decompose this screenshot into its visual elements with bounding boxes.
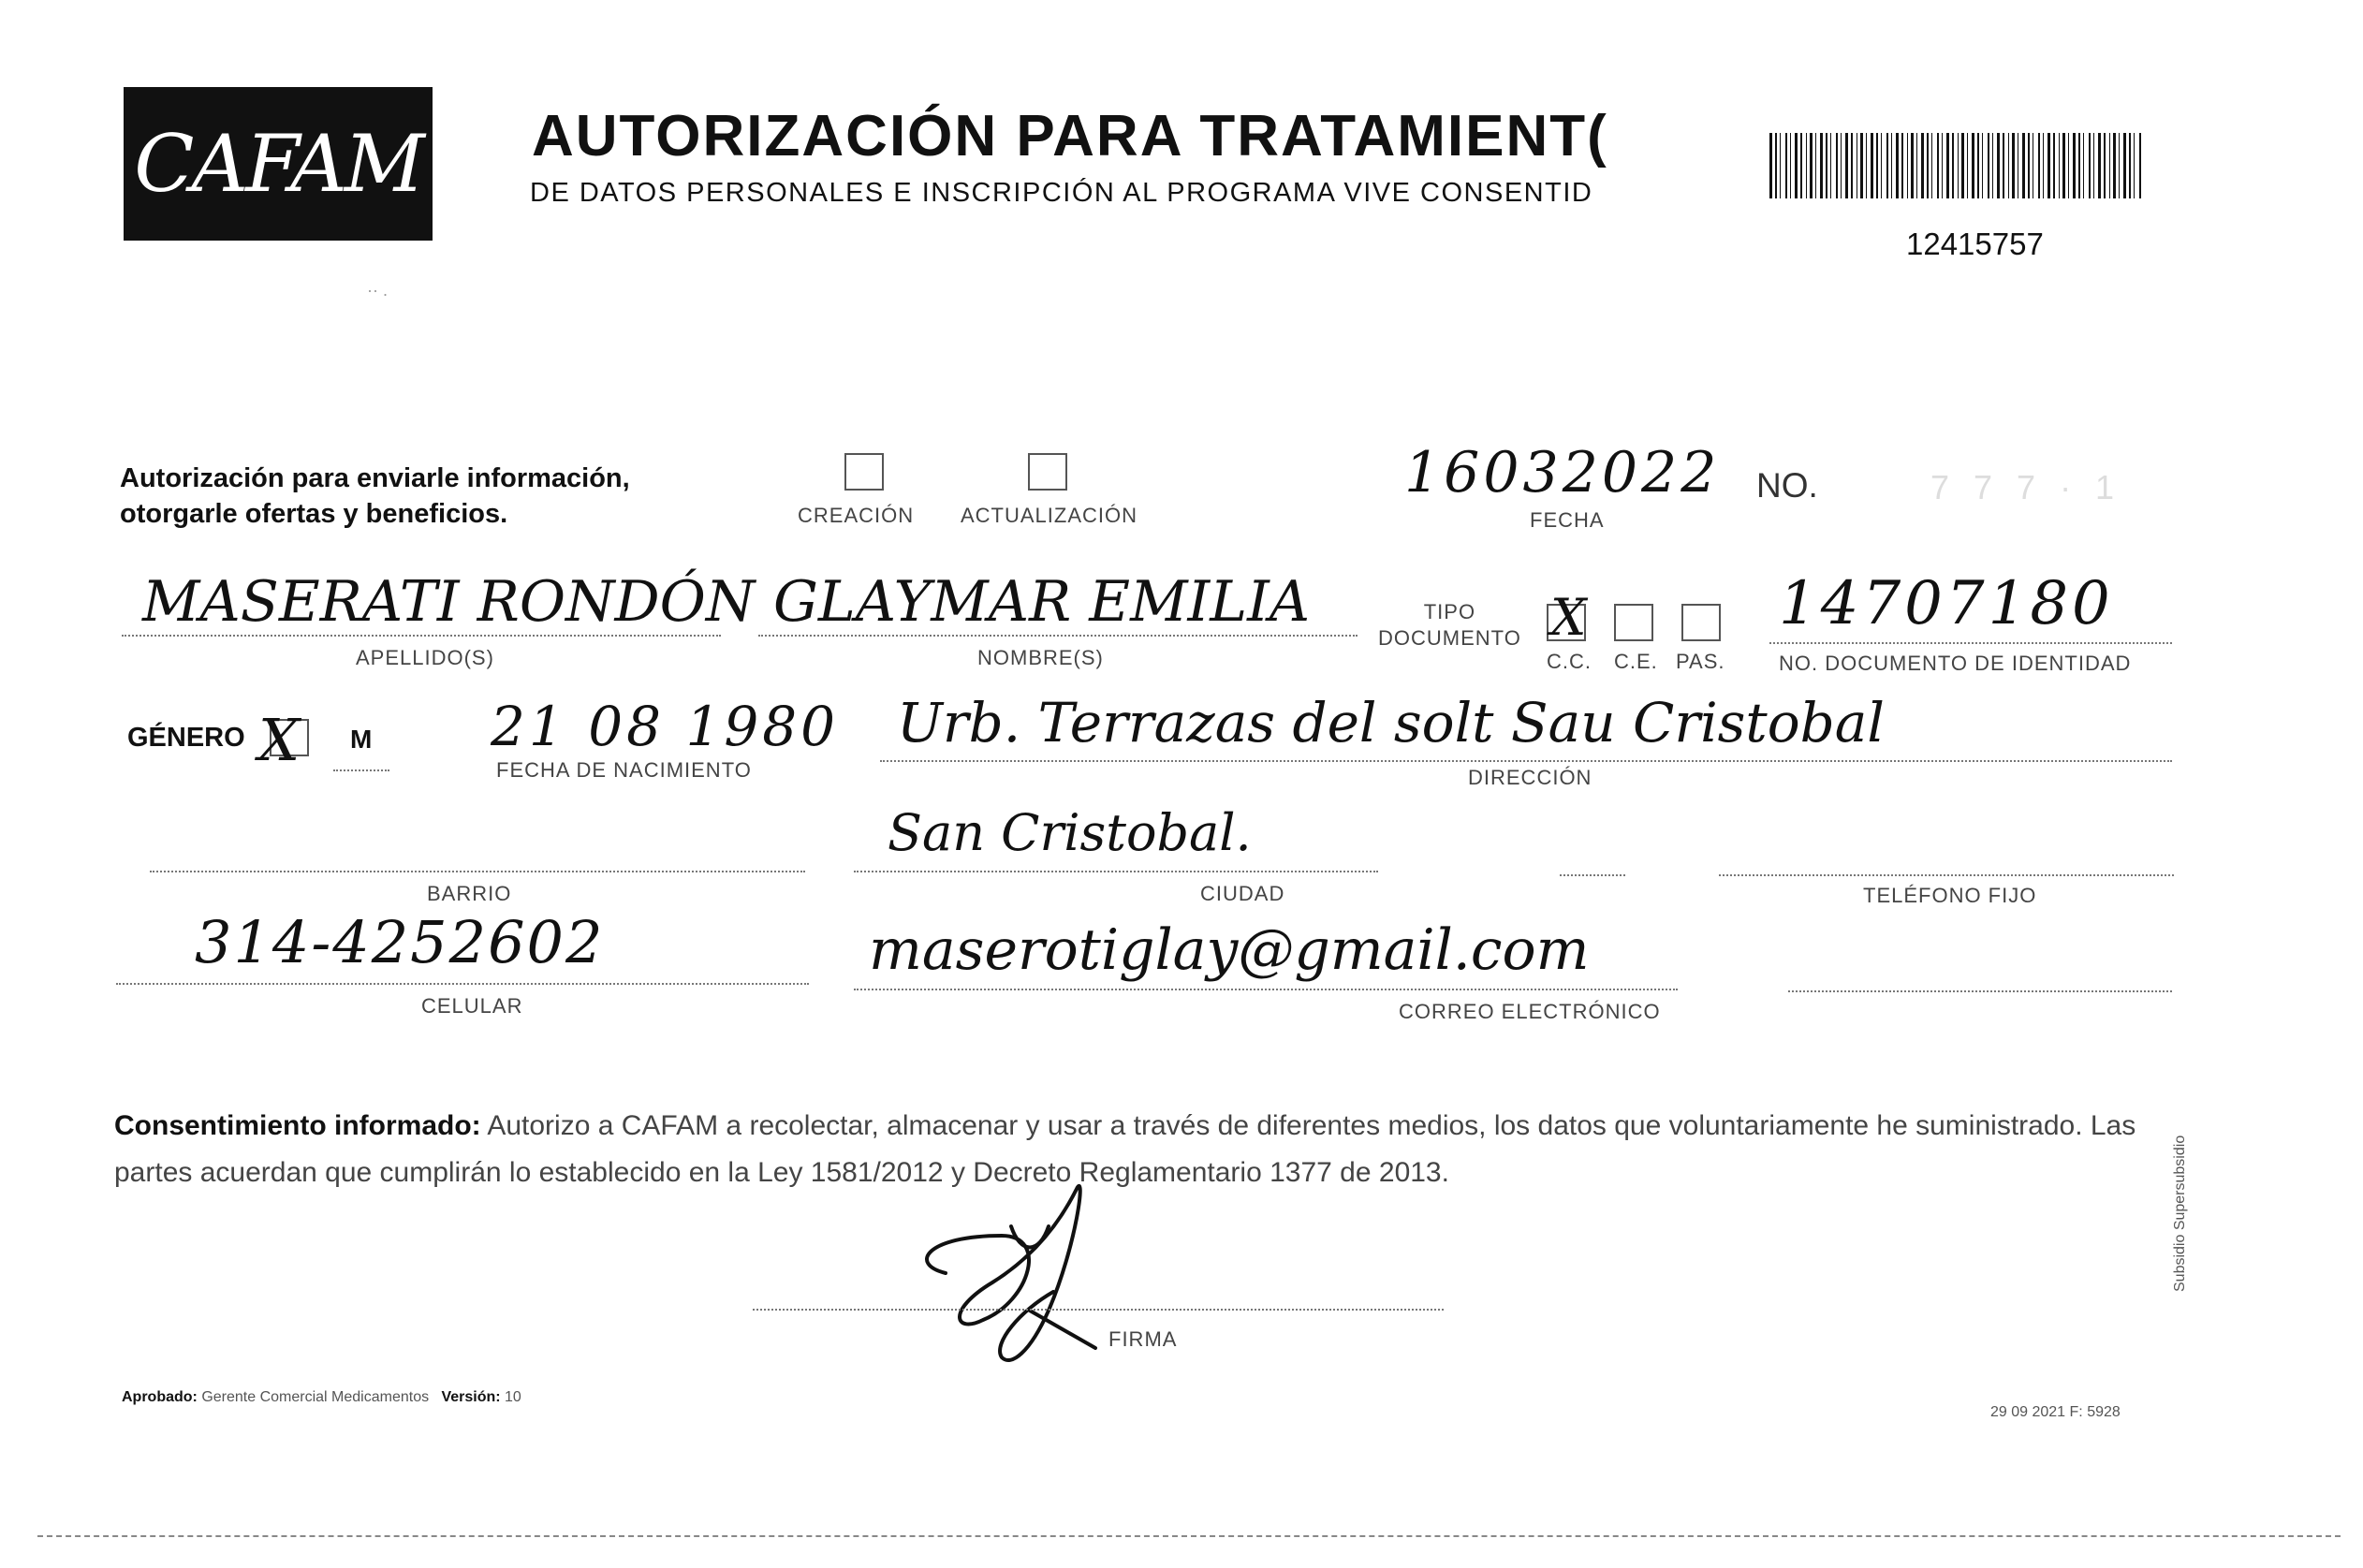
scan-speck: ·· . (367, 281, 388, 300)
form-subtitle: DE DATOS PERSONALES E INSCRIPCIÓN AL PROGRAMA VIVE CONSENTID (530, 178, 1593, 208)
doc-pas-checkbox[interactable] (1681, 604, 1721, 641)
barcode-bar (1830, 133, 1831, 198)
neighborhood-line (150, 871, 805, 872)
email-value: maserotiglay@gmail.com (869, 917, 1590, 983)
barcode-bar (2093, 133, 2094, 198)
no-label: NO. (1756, 466, 1818, 505)
barcode-bar (1795, 133, 1798, 198)
barcode-bar (2003, 133, 2004, 198)
gender-f-mark: X (258, 706, 301, 774)
city-line (854, 871, 1378, 872)
consent-heading: Consentimiento informado: (114, 1110, 481, 1141)
gender-m-line (333, 769, 389, 771)
barcode-bar (2098, 133, 2101, 198)
email-label: CORREO ELECTRÓNICO (1399, 1000, 1661, 1023)
signature-line (753, 1309, 1444, 1311)
barcode-bar (2109, 133, 2110, 198)
barcode-bar (2113, 133, 2116, 198)
no-value-faint: 7 7 7 · 1 (1930, 468, 2122, 506)
barcode-bar (1800, 133, 1802, 198)
barcode-bar (1977, 133, 1979, 198)
barcode-bar (1946, 133, 1949, 198)
barcode (1769, 133, 2144, 198)
barcode-bar (1836, 133, 1838, 198)
update-checkbox[interactable] (1028, 453, 1067, 491)
barcode-bar (2119, 133, 2120, 198)
barcode-bar (2053, 133, 2055, 198)
surnames-value: MASERATI RONDÓN (142, 569, 756, 635)
address-line (880, 760, 2172, 762)
barcode-bar (1907, 133, 1908, 198)
barcode-bar (2078, 133, 2080, 198)
barcode-bar (1988, 133, 1989, 198)
barcode-bar (1937, 133, 1939, 198)
barcode-bar (1927, 133, 1929, 198)
barcode-bar (1967, 133, 1968, 198)
barcode-bar (1911, 133, 1914, 198)
barcode-bar (1769, 133, 1772, 198)
doc-ce-checkbox[interactable] (1614, 604, 1653, 641)
barcode-bar (1860, 133, 1863, 198)
barcode-bar (1815, 133, 1816, 198)
email-line (854, 989, 1678, 990)
barcode-bar (1931, 133, 1932, 198)
side-text: Subsidio Supersubsidio (2172, 1135, 2188, 1292)
barcode-bar (2059, 133, 2060, 198)
names-line (758, 635, 1358, 637)
neighborhood-label: BARRIO (427, 882, 512, 905)
barcode-bar (2008, 133, 2009, 198)
doc-number-label: NO. DOCUMENTO DE IDENTIDAD (1779, 652, 2132, 675)
barcode-bar (1806, 133, 1807, 198)
authorization-label: Autorización para enviarle información, otorgarle ofertas y beneficios. (120, 463, 630, 529)
barcode-bar (2123, 133, 2126, 198)
surnames-label: APELLIDO(S) (356, 646, 494, 669)
barcode-bar (2028, 133, 2030, 198)
barcode-bar (1780, 133, 1781, 198)
barcode-bar (1901, 133, 1903, 198)
signature (889, 1170, 1133, 1376)
gender-m-label: M (350, 725, 373, 754)
barcode-bar (2139, 133, 2141, 198)
barcode-bar (2012, 133, 2015, 198)
barcode-bar (1881, 133, 1882, 198)
doc-cc-label: C.C. (1547, 650, 1592, 673)
phone-area-line (1560, 874, 1625, 876)
mobile-value: 314-4252602 (195, 908, 605, 976)
barcode-bar (1785, 133, 1787, 198)
address-value: Urb. Terrazas del solt Sau Cristobal (897, 691, 1885, 755)
barcode-bar (2047, 133, 2050, 198)
barcode-bar (1820, 133, 1823, 198)
mobile-line (116, 983, 809, 985)
gender-label: GÉNERO (127, 723, 245, 753)
doc-ce-label: C.E. (1614, 650, 1658, 673)
barcode-bar (1916, 133, 1917, 198)
barcode-bar (1952, 133, 1954, 198)
creation-checkbox[interactable] (844, 453, 884, 491)
barcode-bar (1871, 133, 1873, 198)
barcode-bar (2083, 133, 2084, 198)
names-label: NOMBRE(S) (977, 646, 1104, 669)
barcode-bar (1972, 133, 1974, 198)
barcode-bar (1921, 133, 1924, 198)
barcode-bar (2043, 133, 2044, 198)
barcode-bar (2022, 133, 2025, 198)
doc-pas-label: PAS. (1676, 650, 1725, 673)
barcode-bar (2068, 133, 2069, 198)
barcode-bar (2134, 133, 2135, 198)
barcode-bar (2129, 133, 2131, 198)
birth-value: 21 08 1980 (491, 695, 840, 758)
barcode-bar (2062, 133, 2065, 198)
creation-label: CREACIÓN (798, 504, 915, 527)
birth-label: FECHA DE NACIMIENTO (496, 758, 752, 782)
barcode-bar (2089, 133, 2091, 198)
city-value: San Cristobal. (888, 803, 1252, 862)
barcode-bar (1958, 133, 1959, 198)
update-label: ACTUALIZACIÓN (961, 504, 1138, 527)
date-value: 16032022 (1404, 440, 1721, 506)
barcode-bar (1826, 133, 1827, 198)
date-label: FECHA (1530, 508, 1605, 532)
consent-paragraph (114, 1103, 2193, 1196)
doc-cc-mark: X (1550, 588, 1587, 647)
barcode-number: 12415757 (1906, 227, 2044, 261)
barcode-bar (2073, 133, 2076, 198)
scan-edge-line (37, 1535, 2341, 1537)
consent-text: Autorizo a CAFAM a recolectar, almacenar y usar a través de diferentes medios, los datos que voluntariamente he suministrado. Las partes acuerdan que cumplirán lo establecido en la Ley 1581/2012 y Decreto Reglamentario 1377 de 2013. (114, 1110, 2136, 1188)
form-title: AUTORIZACIÓN PARA TRATAMIENT( (532, 104, 1608, 169)
barcode-bar (2104, 133, 2106, 198)
barcode-bar (1841, 133, 1842, 198)
barcode-bar (1810, 133, 1813, 198)
barcode-bar (2038, 133, 2040, 198)
barcode-bar (1982, 133, 1983, 198)
barcode-bar (1992, 133, 1993, 198)
barcode-bar (1886, 133, 1888, 198)
barcode-bar (1866, 133, 1867, 198)
barcode-bar (1961, 133, 1964, 198)
doc-type-label: TIPO DOCUMENTO (1378, 600, 1521, 650)
barcode-bar (1775, 133, 1777, 198)
phone-label: TELÉFONO FIJO (1863, 884, 2037, 907)
cafam-logo: CAFAM (124, 87, 433, 241)
approval-info: Aprobado: Gerente Comercial Medicamentos Versión: 10 (122, 1389, 521, 1405)
doc-number-line (1769, 642, 2172, 644)
footer-date-code: 29 09 2021 F: 5928 (1990, 1404, 2121, 1420)
names-value: GLAYMAR EMILIA (773, 569, 1311, 635)
barcode-bar (1851, 133, 1853, 198)
address-label: DIRECCIÓN (1468, 766, 1592, 789)
signature-label: FIRMA (1108, 1327, 1178, 1351)
barcode-bar (1891, 133, 1892, 198)
doc-number-value: 14707180 (1779, 569, 2114, 638)
barcode-bar (1896, 133, 1899, 198)
mobile-label: CELULAR (421, 994, 523, 1018)
barcode-bar (1876, 133, 1878, 198)
surnames-line (122, 635, 721, 637)
barcode-bar (1997, 133, 2000, 198)
barcode-bar (1845, 133, 1848, 198)
city-label: CIUDAD (1200, 882, 1285, 905)
extra-line (1788, 990, 2172, 992)
barcode-bar (1942, 133, 1943, 198)
phone-line (1719, 874, 2174, 876)
barcode-bar (1790, 133, 1791, 198)
